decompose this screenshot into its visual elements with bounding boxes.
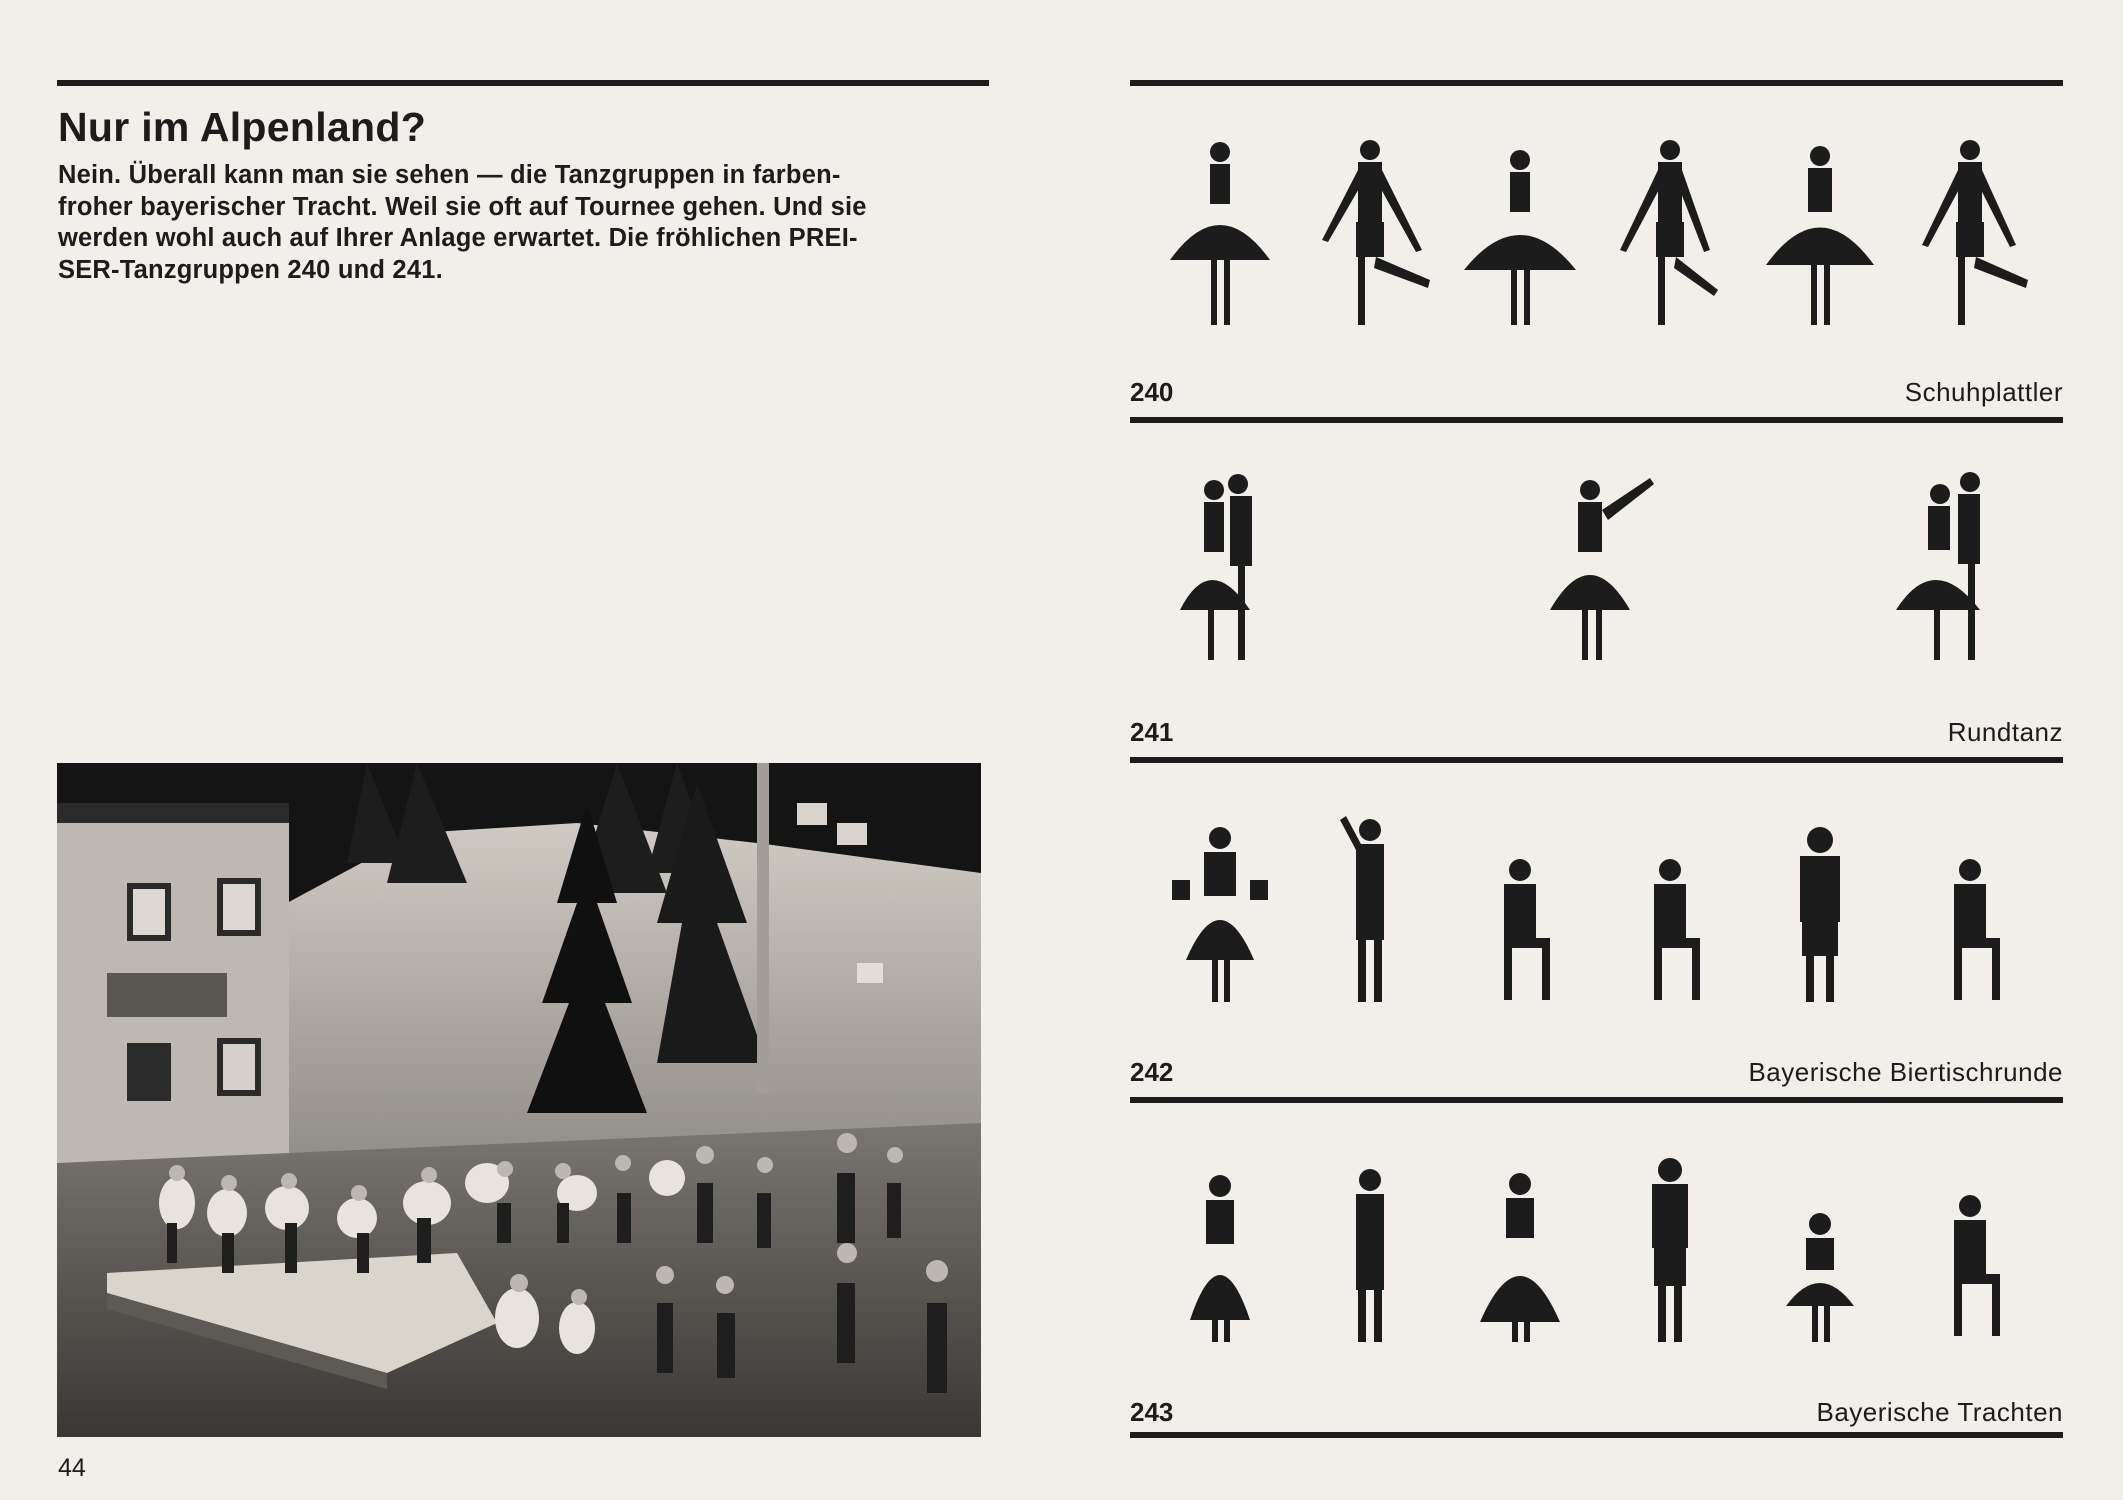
figure-set-title: Schuhplattler — [1904, 377, 2063, 407]
top-rule-left — [57, 80, 989, 86]
figure-set-242 — [1130, 810, 2063, 1100]
figure-set-rule — [1130, 757, 2063, 763]
figure-set-240-image — [1130, 130, 2063, 360]
figure-set-number: 240 — [1130, 377, 1174, 407]
dance-scene-photo — [57, 763, 981, 1437]
figure-set-title: Bayerische Trachten — [1816, 1397, 2063, 1427]
figure-set-243 — [1130, 1150, 2063, 1440]
page-number: 44 — [58, 1454, 86, 1482]
figure-set-241 — [1130, 470, 2063, 760]
intro-line: froher bayerischer Tracht. Weil sie oft auf Tournee gehen. Und sie — [58, 192, 867, 221]
intro-line: Nein. Überall kann man sie sehen — die Tanzgruppen in farben- — [58, 161, 841, 189]
top-rule-right — [1130, 80, 2063, 86]
figure-set-243-image — [1130, 1150, 2063, 1380]
figure-set-241-image — [1130, 470, 2063, 700]
figure-set-number: 243 — [1130, 1397, 1174, 1427]
figure-set-title: Bayerische Biertischrunde — [1748, 1057, 2063, 1087]
figure-set-rule — [1130, 1097, 2063, 1103]
figure-set-number: 241 — [1130, 717, 1174, 747]
figure-set-title: Rundtanz — [1947, 717, 2063, 747]
figure-set-242-image — [1130, 810, 2063, 1040]
intro-line: werden wohl auch auf Ihrer Anlage erwartet. Die fröhlichen PREI- — [58, 224, 858, 252]
intro-line: SER-Tanzgruppen 240 und 241. — [58, 255, 443, 284]
figure-set-rule — [1130, 1432, 2063, 1438]
page-heading: Nur im Alpenland? — [58, 104, 427, 150]
figure-set-240 — [1130, 130, 2063, 420]
intro-paragraph — [58, 160, 988, 286]
figure-set-number: 242 — [1130, 1057, 1174, 1087]
figure-set-rule — [1130, 417, 2063, 423]
